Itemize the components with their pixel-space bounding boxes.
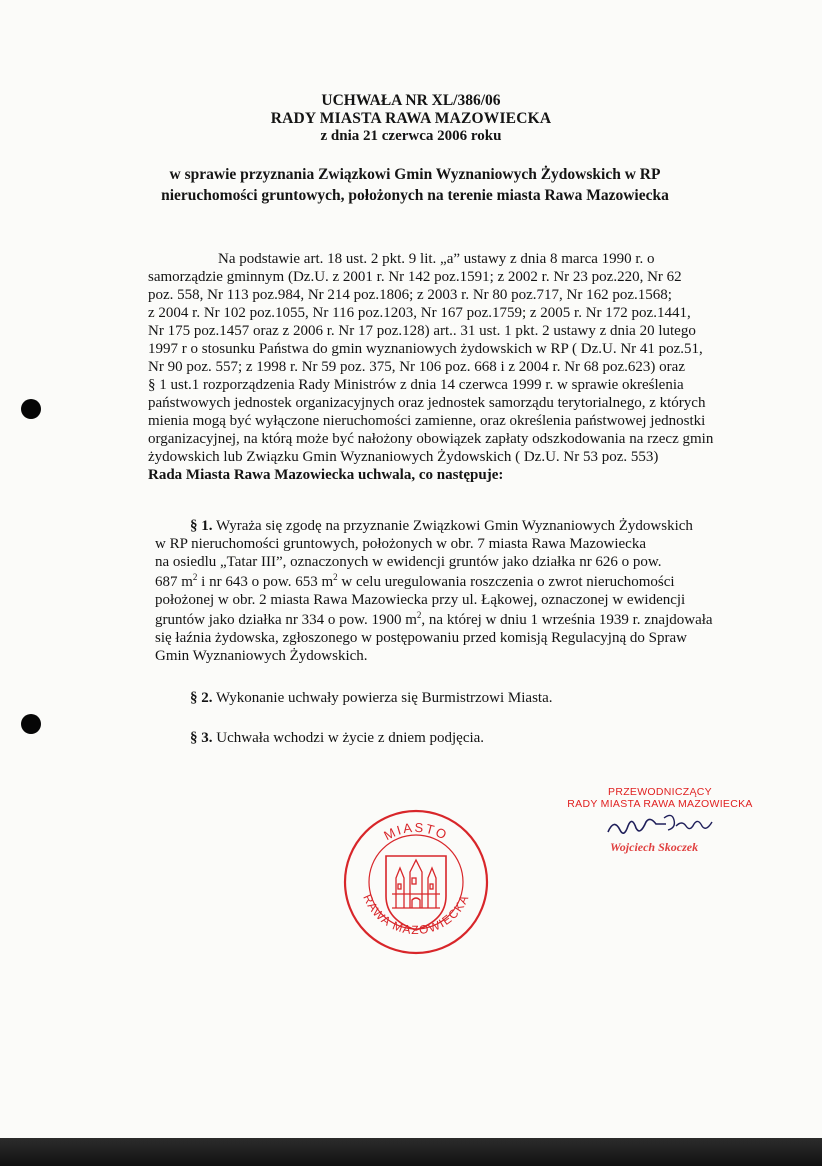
- scan-edge: [0, 1138, 822, 1166]
- city-seal-graphic: [342, 808, 490, 956]
- section-3-text: Uchwała wchodzi w życie z dniem podjęcia.: [216, 730, 485, 746]
- handwritten-signature: [606, 808, 716, 842]
- section-1-line: [155, 611, 713, 629]
- subject-line: w sprawie przyznania Związkowi Gmin Wyznaniowych Żydowskich w RP: [169, 166, 661, 183]
- section-1-label: § 1.: [190, 518, 213, 534]
- section-2: [190, 689, 553, 707]
- preamble-line: § 1 ust.1 rozporządzenia Rady Ministrów z dnia 14 czerwca 1999 r. w sprawie określenia: [148, 377, 684, 393]
- preamble-line: Na podstawie art. 18 ust. 2 pkt. 9 lit. „a” ustawy z dnia 8 marca 1990 r. o: [218, 251, 655, 267]
- section-2-text: Wykonanie uchwały powierza się Burmistrzowi Miasta.: [215, 690, 553, 706]
- signature-block: [555, 786, 765, 810]
- preamble-line: żydowskich lub Związku Gmin Wyznaniowych Żydowskich ( Dz.U. Nr 53 poz. 553): [148, 449, 659, 465]
- section-1-line: na osiedlu „Tatar III”, oznaczonych w ewidencji gruntów jako działka nr 626 o pow.: [155, 554, 662, 570]
- section-1-line: [155, 573, 675, 591]
- punch-hole-top: [21, 399, 41, 419]
- resolution-date: z dnia 21 czerwca 2006 roku: [320, 128, 502, 144]
- section-3: [190, 729, 484, 747]
- seal-bottom-text: RAWA MAZOWIECKA: [360, 892, 472, 938]
- section-3-label: § 3.: [190, 730, 213, 746]
- signature-role: PRZEWODNICZĄCY: [608, 786, 712, 798]
- preamble-line: 1997 r o stosunku Państwa do gmin wyznaniowych żydowskich w RP ( Dz.U. Nr 41 poz.51,: [148, 341, 703, 357]
- preamble-line: poz. 558, Nr 113 poz.984, Nr 214 poz.1806; z 2003 r. Nr 80 poz.717, Nr 162 poz.1568;: [148, 287, 672, 303]
- section-2-label: § 2.: [190, 690, 213, 706]
- section-1-text: w celu uregulowania roszczenia o zwrot nieruchomości: [341, 574, 675, 590]
- preamble-line: samorządzie gminnym (Dz.U. z 2001 r. Nr 142 poz.1591; z 2002 r. Nr 23 poz.220, Nr 62: [148, 269, 682, 285]
- section-1-line: w RP nieruchomości gruntowych, położonych w obr. 7 miasta Rawa Mazowiecka: [155, 536, 647, 552]
- council-name: RADY MIASTA RAWA MAZOWIECKA: [270, 110, 552, 127]
- preamble-line: z 2004 r. Nr 102 poz.1055, Nr 116 poz.1203, Nr 167 poz.1759; z 2005 r. Nr 172 poz.1441,: [148, 305, 691, 321]
- subject-line: nieruchomości gruntowych, położonych na terenie miasta Rawa Mazowiecka: [161, 187, 669, 204]
- resolution-subject: [120, 164, 710, 206]
- section-1-text: , na której w dniu 1 września 1939 r. znajdowała: [421, 612, 713, 628]
- area-value: i nr 643 o pow. 653 m: [201, 574, 334, 590]
- signature-body: RADY MIASTA RAWA MAZOWIECKA: [567, 798, 753, 810]
- section-1-line: się łaźnia żydowska, zgłoszonego w postępowaniu przed komisją Regulacyjną do Spraw: [155, 630, 687, 646]
- section-1-line: [190, 517, 693, 535]
- preamble-line: mienia mogą być wyłączone nieruchomości zamienne, oraz określenia państwowej jednostki: [148, 413, 706, 429]
- signature-name: Wojciech Skoczek: [610, 840, 699, 854]
- preamble-line: Nr 175 poz.1457 oraz z 2006 r. Nr 17 poz.128) art.. 31 ust. 1 pkt. 2 ustawy z dnia 20 lutego: [148, 323, 696, 339]
- superscript: 2: [192, 572, 198, 582]
- svg-text:MIASTO: [381, 820, 450, 843]
- preamble-line: organizacyjnej, na którą może być nałożony obowiązek zapłaty odszkodowania na rzecz gmin: [148, 431, 714, 447]
- resolution-intro: Rada Miasta Rawa Mazowiecka uchwala, co następuje:: [148, 467, 504, 483]
- area-value: gruntów jako działka nr 334 o pow. 1900 m: [155, 612, 417, 628]
- city-seal-stamp: [342, 808, 490, 956]
- seal-top-text: MIASTO: [381, 819, 451, 844]
- preamble-line: Nr 90 poz. 557; z 1998 r. Nr 59 poz. 375, Nr 106 poz. 668 i z 2004 r. Nr 68 poz.623) oraz: [148, 359, 685, 375]
- superscript: 2: [416, 610, 422, 620]
- punch-hole-bottom: [21, 714, 41, 734]
- section-1-line: położonej w obr. 2 miasta Rawa Mazowiecka przy ul. Łąkowej, oznaczonej w ewidencji: [155, 592, 686, 608]
- resolution-title: UCHWAŁA NR XL/386/06: [321, 92, 501, 109]
- section-1-text: Wyraża się zgodę na przyznanie Związkowi Gmin Wyznaniowych Żydowskich: [215, 518, 693, 534]
- preamble-line: państwowych jednostek organizacyjnych oraz jednostek samorządu terytorialnego, z których: [148, 395, 706, 411]
- superscript: 2: [333, 572, 338, 582]
- section-1-line: Gmin Wyznaniowych Żydowskich.: [155, 648, 368, 664]
- area-value: 687 m: [155, 574, 193, 590]
